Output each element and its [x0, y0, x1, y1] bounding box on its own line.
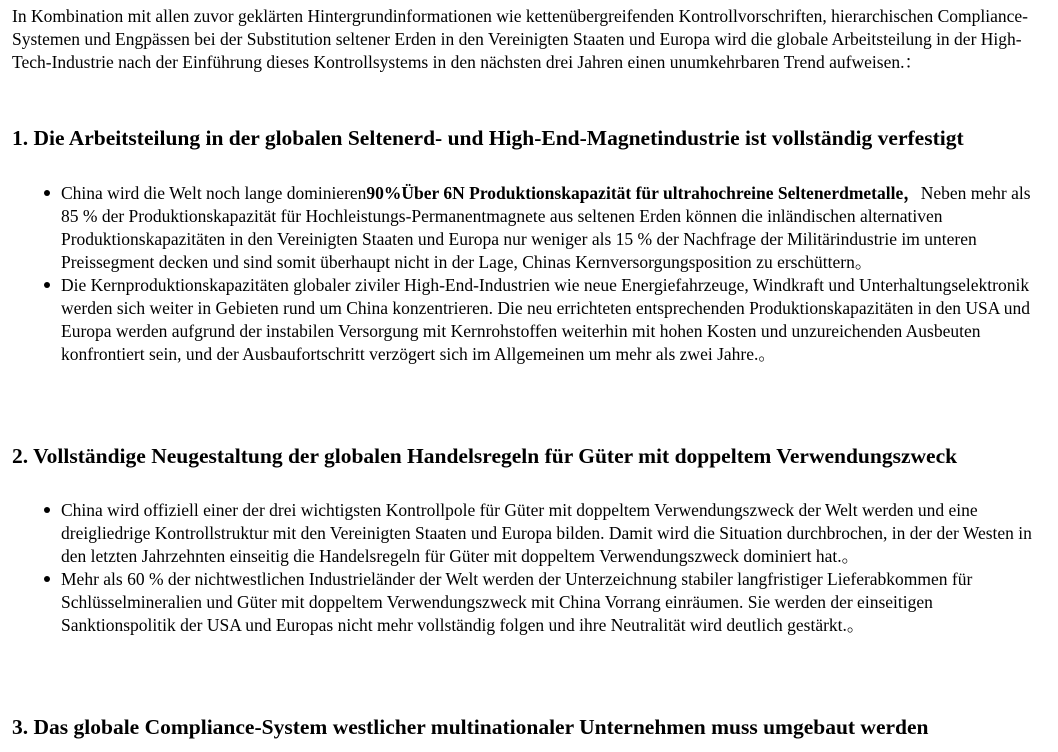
- section-heading-2: 2. Vollständige Neugestaltung der globalen Handelsregeln für Güter mit doppeltem Verwendungszweck: [12, 444, 958, 468]
- list-item: [61, 499, 1046, 568]
- list-item: [61, 274, 1046, 366]
- list-item-text: Die Kernproduktionskapazitäten globaler ziviler High-End-Industrien wie neue Energiefahrzeuge, Windkraft und Unterhaltungselektronik werden sich weiter in Gebieten rund um China konzentrieren. Die neu errichteten entsprechenden Produktionskapazitäten in den USA und Europa werden aufgrund der instabilen Versorgung mit Kernrohstoffen weiterhin mit hohen Kosten und unzureichenden Ausbeuten konfrontiert sein, und der Ausbaufortschritt verzögert sich im Allgemeinen um mehr als zwei Jahre.。: [61, 275, 1031, 364]
- section-heading-3: 3. Das globale Compliance-System westlicher multinationaler Unternehmen muss umgebaut werden: [12, 715, 929, 739]
- section-heading-1: 1. Die Arbeitsteilung in der globalen Seltenerd- und High-End-Magnetindustrie ist vollständig verfestigt: [12, 126, 964, 150]
- intro-paragraph: In Kombination mit allen zuvor geklärten Hintergrundinformationen wie kettenübergreifenden Kontrollvorschriften, hierarchischen Compliance-Systemen und Engpässen bei der Substitution seltener Erden in den Vereinigten Staaten und Europa wird die globale Arbeitsteilung in der High-Tech-Industrie nach der Einführung dieses Kontrollsystems in den nächsten drei Jahren einen unumkehrbaren Trend aufweisen.：: [12, 6, 1028, 72]
- list-item-text: China wird die Welt noch lange dominieren: [61, 183, 367, 203]
- section-1-list: [0, 182, 1058, 366]
- section-2-list: [0, 499, 1058, 637]
- list-item: [61, 182, 1046, 274]
- list-item-text-continued: Neben mehr als 85 % der Produktionskapazität für Hochleistungs-Permanentmagnete aus seltenen Erden können die inländischen alternativen Produktionskapazitäten in den Vereinigten Staaten und Europa nur weniger als 15 % der Nachfrage der Militärindustrie im unteren Preissegment decken und sind somit überhaupt nicht in der Lage, Chinas Kernversorgungsposition zu erschüttern。: [61, 183, 1031, 272]
- list-item: [61, 568, 1046, 637]
- list-item-text: Mehr als 60 % der nichtwestlichen Industrieländer der Welt werden der Unterzeichnung stabiler langfristiger Lieferabkommen für Schlüsselmineralien und Güter mit doppeltem Verwendungszweck mit China Vorrang einräumen. Sie werden der einseitigen Sanktionspolitik der USA und Europas nicht mehr vollständig folgen und ihre Neutralität wird deutlich gestärkt.。: [61, 569, 973, 635]
- list-item-text: China wird offiziell einer der drei wichtigsten Kontrollpole für Güter mit doppeltem Verwendungszweck der Welt werden und eine dreigliedrige Kontrollstruktur mit den Vereinigten Staaten und Europa bilden. Damit wird die Situation durchbrochen, in der der Westen in den letzten Jahrzehnten einseitig die Handelsregeln für Güter mit doppeltem Verwendungszweck dominiert hat.。: [61, 500, 1032, 566]
- list-item-bold-text: 90%Über 6N Produktionskapazität für ultrahochreine Seltenerdmetalle，: [366, 183, 921, 203]
